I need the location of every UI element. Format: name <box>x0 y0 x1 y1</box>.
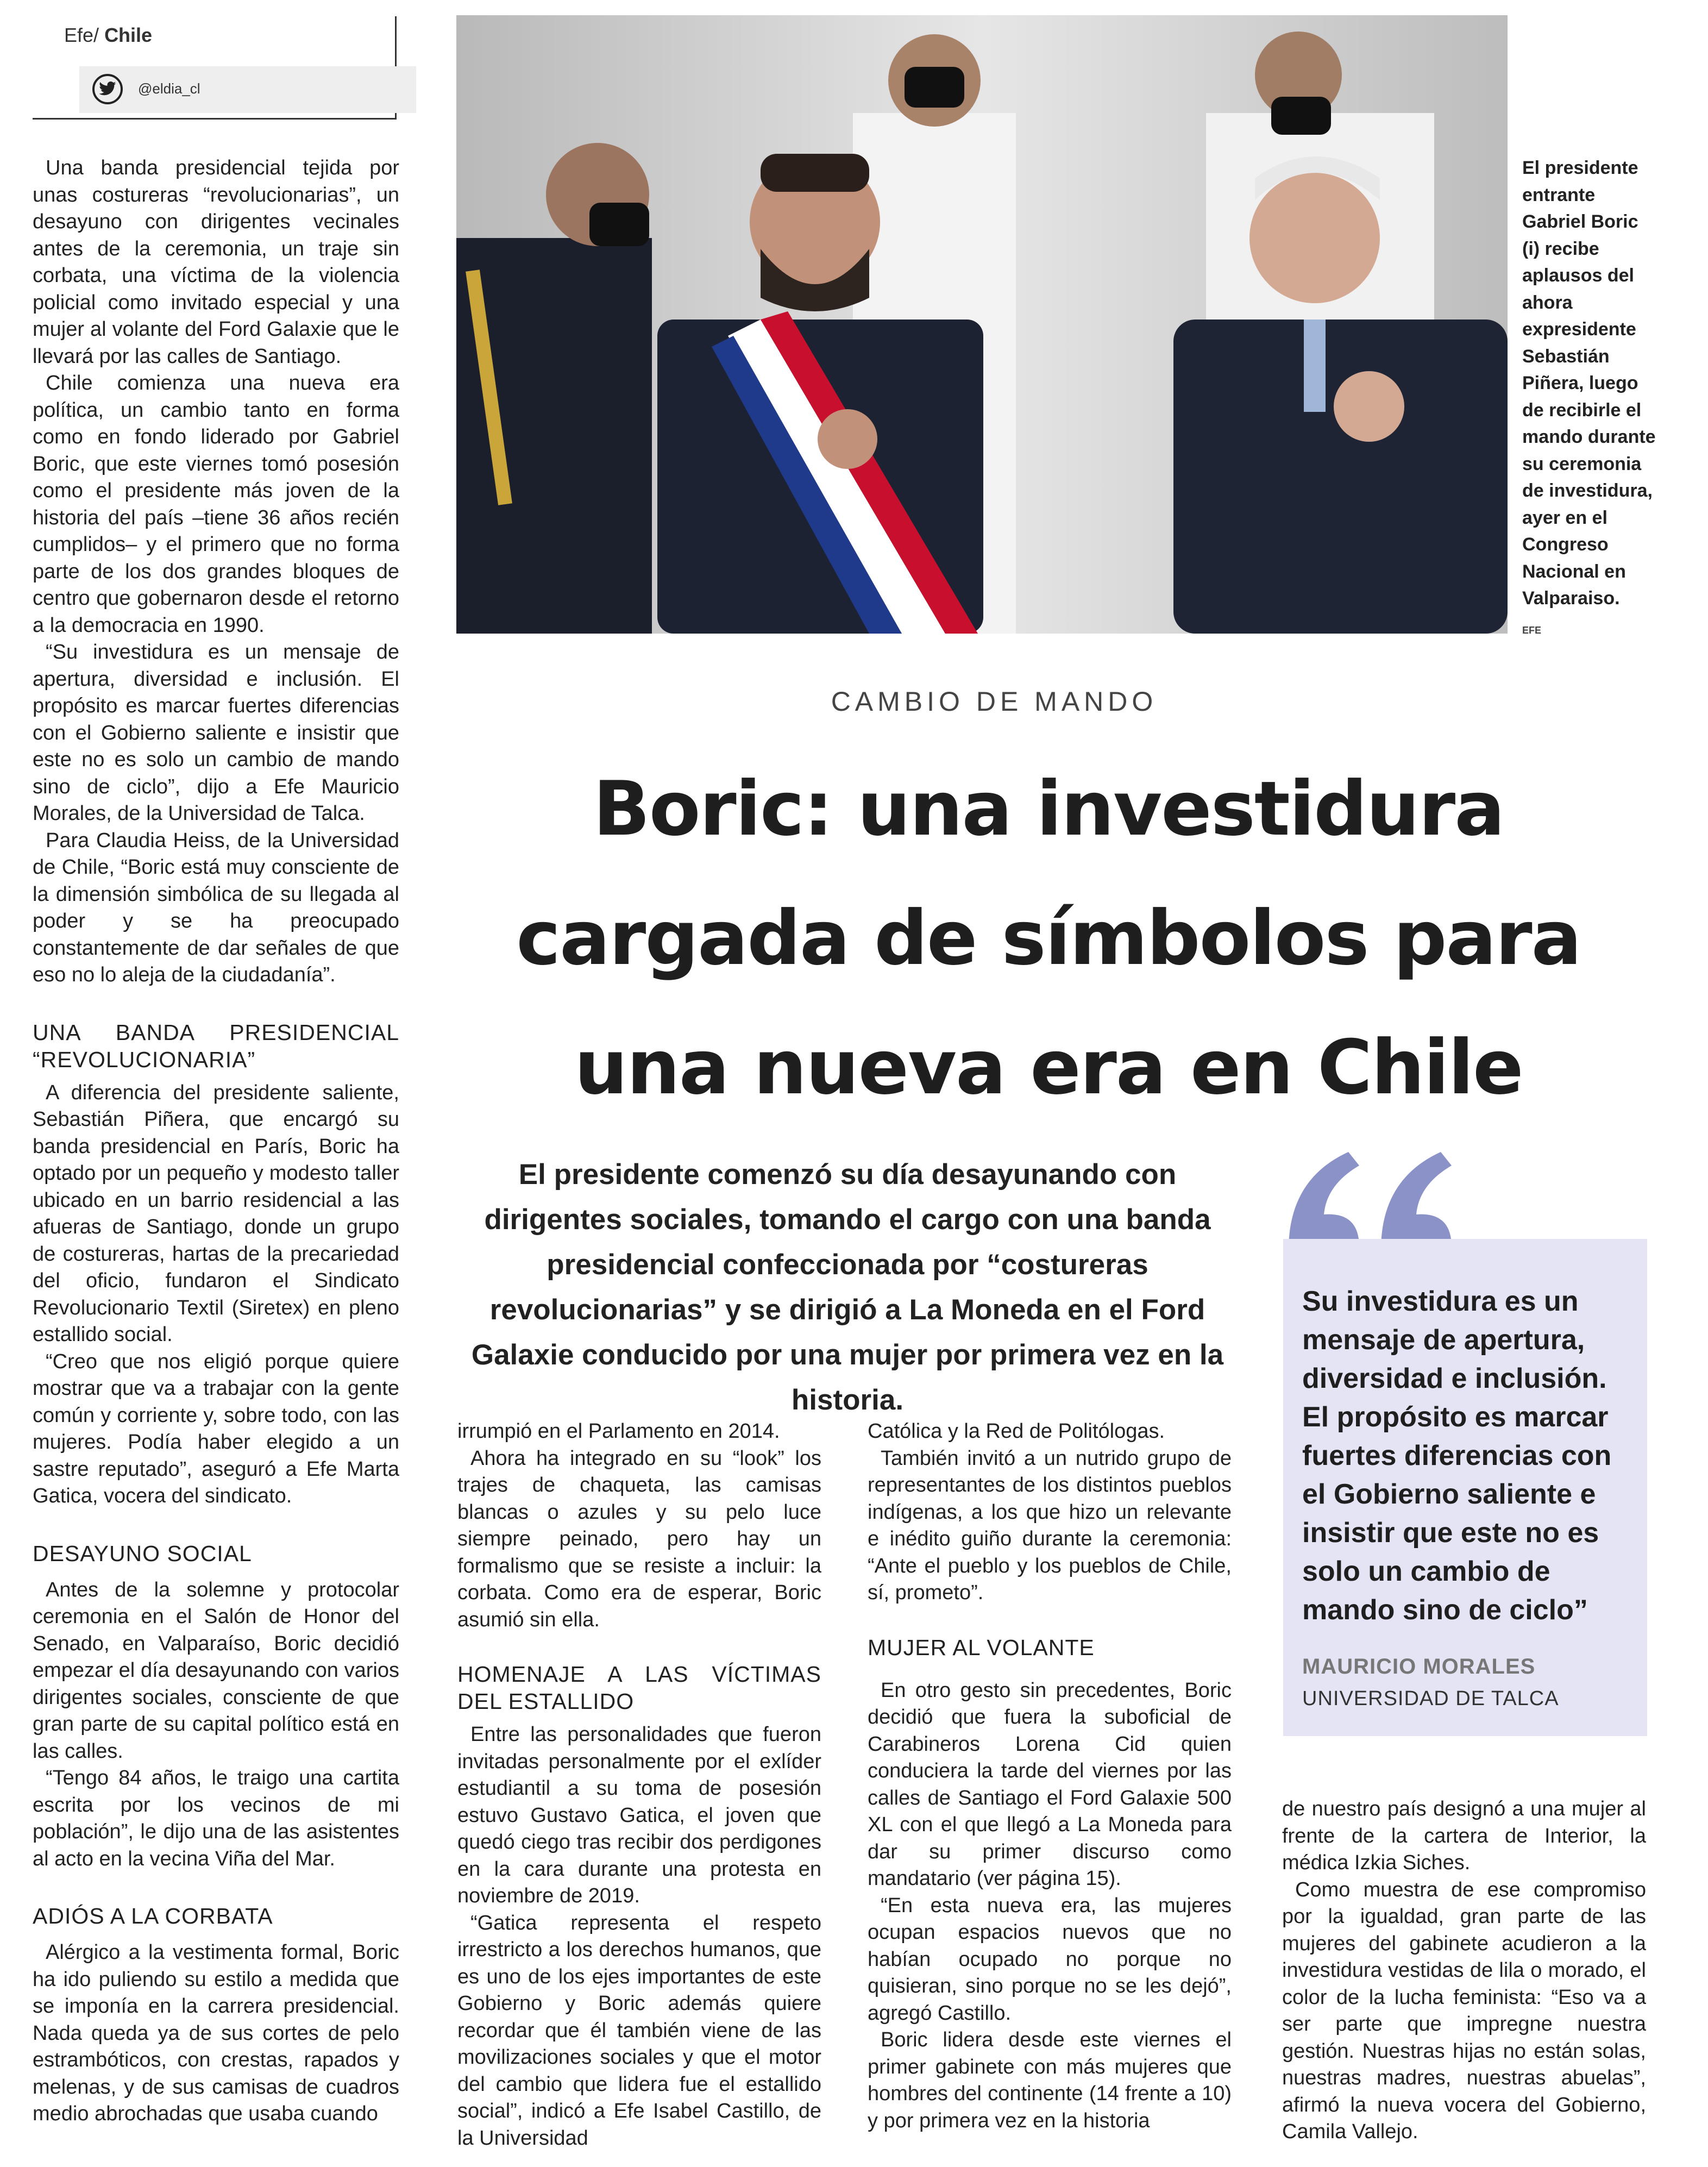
paragraph: Ahora ha integrado en su “look” los trajes de chaqueta, las camisas blancas o azules y su pelo luce siempre peinado, pero hay un formalismo que se resiste a incluir: la corbata. Como era de esperar, Boric asumió sin ella. <box>457 1446 821 1631</box>
paragraph: “Su investidura es un mensaje de apertura, diversidad e inclusión. El propósito es marcar fuertes diferencias con el Gobierno saliente e insistir que este no es solo un cambio de mando sino de ciclo”, dijo a Efe Mauricio Morales, de la Universidad de Talca. <box>33 641 399 825</box>
paragraph: Para Claudia Heiss, de la Universidad de Chile, “Boric está muy consciente de la dimensión simbólica de su llegada al poder y se ha preocupado constantemente de dar señales de que eso no lo aleja de la ciudadanía”. <box>33 829 399 986</box>
paragraph: irrumpió en el Parlamento en 2014. <box>457 1420 780 1443</box>
paragraph: También invitó a un nutrido grupo de representantes de los distintos pueblos indígenas, a los que hizo un relevante e inédito guiño durante la ceremonia: “Ante el pueblo y los pueblos de Chile, sí, prometo”. <box>868 1446 1232 1604</box>
paragraph: En otro gesto sin precedentes, Boric decidió que fuera la suboficial de Carabineros Lorena Cid quien conduciera la tarde del viernes por las calles de Santiago el Ford Galaxie 500 XL con el que llegó a La Moneda para dar su primer discurso como mandatario (ver página 15). <box>868 1679 1232 1890</box>
column-2 <box>457 1418 821 2152</box>
paragraph: Antes de la solemne y protocolar ceremonia en el Salón de Honor del Senado, en Valparaíso, Boric decidió empezar el día desayunando con varios dirigentes sociales, consciente de que gran parte de su capital político está en las calles. <box>33 1578 399 1763</box>
paragraph: Católica y la Red de Politólogas. <box>868 1420 1165 1443</box>
left-column <box>33 155 399 2128</box>
section-kicker: CAMBIO DE MANDO <box>831 686 1158 717</box>
subhead: MUJER AL VOLANTE <box>868 1634 1095 1660</box>
byline-section: Chile <box>104 24 153 46</box>
photo-caption: El presidente entrante Gabriel Boric (i) recibe aplausos del ahora expresidente Sebastián Piñera, luego de recibirle el mando durante su ceremonia de investidura, ayer en el Congreso Nacional en Valparaiso. <box>1522 158 1656 609</box>
paragraph: Una banda presidencial tejida por unas costureras “revolucionarias”, un desayuno con dirigentes vecinales antes de la ceremonia, un traje sin corbata, una víctima de la violencia policial como invitado especial y una mujer al volante del Ford Galaxie que le llevará por las calles de Santiago. <box>33 156 399 368</box>
column-4 <box>1282 1796 1646 2146</box>
photo-illustration <box>456 15 1508 634</box>
photo-credit: EFE <box>1522 625 1542 636</box>
paragraph: Chile comienza una nueva era política, un cambio tanto en forma como en fondo liderado por Gabriel Boric, que este viernes tomó posesión como el presidente más joven de la historia del país –tiene 36 años recién cumplidos– y el primero que no forma parte de los dos grandes bloques de centro que gobernaron desde el retorno a la democracia en 1990. <box>33 372 399 637</box>
twitter-handle[interactable]: @eldia_cl <box>138 80 200 97</box>
pull-quote-affiliation: UNIVERSIDAD DE TALCA <box>1302 1687 1559 1710</box>
paragraph: “Tengo 84 años, le traigo una cartita escrita por los vecinos de mi población”, le dijo una de las asistentes al acto en la vecina Viña del Mar. <box>33 1767 399 1870</box>
paragraph: A diferencia del presidente saliente, Sebastián Piñera, que encargó su banda presidencial en París, Boric ha optado por un pequeño y modesto taller ubicado en un barrio residencial a las afueras de Santiago, donde un grupo de costureras, hartas de la precariedad del oficio, fundaron el Sindicato Revolucionario Textil (Siretex) en pleno estallido social. <box>33 1081 399 1346</box>
pull-quote-author: MAURICIO MORALES <box>1302 1655 1536 1679</box>
pull-quote <box>1283 1239 1647 1736</box>
paragraph: “Gatica representa el respeto irrestricto a los derechos humanos, que es uno de los ejes importantes de este Gobierno y Boric además quiere recordar que él también viene de las movilizaciones sociales y que el motor del cambio que lidera fue el estallido social”, indicó a Efe Isabel Castillo, de la Universidad <box>457 1911 821 2150</box>
column-3 <box>868 1418 1232 2134</box>
paragraph: Como muestra de ese compromiso por la igualdad, gran parte de las mujeres del gabinete acudieron a la investidura vestidas de lila o morado, el color de la lucha feminista: “Eso va a ser parte que impregne nuestra gestión. Nuestras hijas no están solas, nuestras madres, nuestras abuelas”, afirmó la nueva vocera del Gobierno, Camila Vallejo. <box>1282 1878 1646 2143</box>
paragraph: Entre las personalidades que fueron invitadas personalmente por el exlíder estudiantil a su toma de posesión estuvo Gustavo Gatica, el joven que quedó ciego tras recibir dos perdigones en la cara durante una protesta en noviembre de 2019. <box>457 1723 821 1907</box>
paragraph: de nuestro país designó a una mujer al frente de la cartera de Interior, la médica Izkia Siches. <box>1282 1798 1646 1874</box>
paragraph: Alérgico a la vestimenta formal, Boric ha ido puliendo su estilo a medida que se imponía en la carrera presidencial. Nada queda ya de sus cortes de pelo estrambóticos, con crestas, rapados y melenas, y de sus camisas de cuadros medio abrochadas que usaba cuando <box>33 1941 399 2125</box>
pull-quote-text: Su investidura es un mensaje de apertura, diversidad e inclusión. El propósito es marcar fuertes diferencias con el Gobierno saliente e insistir que este no es solo un cambio de mando sino de ciclo” <box>1302 1286 1612 1626</box>
byline-agency: Efe/ Chile <box>64 24 153 46</box>
paragraph: “En esta nueva era, las mujeres ocupan espacios nuevos que no habían ocupado no porque no quisieran, sino porque no se les dejó”, agregó Castillo. <box>868 1894 1232 2025</box>
paragraph: “Creo que nos eligió porque quiere mostrar que va a trabajar con la gente común y corriente y, sobre todo, con las mujeres. Podía haber elegido a un sastre reputado”, aseguró a Efe Marta Gatica, vocera del sindicato. <box>33 1350 399 1507</box>
subhead: DESAYUNO SOCIAL <box>33 1540 252 1566</box>
twitter-handle-bar[interactable] <box>79 66 416 113</box>
paragraph: Boric lidera desde este viernes el primer gabinete con más mujeres que hombres del continente (14 frente a 10) y por primera vez en la historia <box>868 2028 1232 2132</box>
byline-box <box>33 16 397 120</box>
subhead: HOMENAJE A LAS VÍCTIMAS DEL ESTALLIDO <box>457 1662 821 1714</box>
subhead: UNA BANDA PRESIDENCIAL “REVOLUCIONARIA” <box>33 1019 399 1072</box>
deck-summary: El presidente comenzó su día desayunando con dirigentes sociales, tomando el cargo con una banda presidencial confeccionada por “costureras revolucionarias” y se dirigió a La Moneda en el Ford Galaxie conducido por una mujer por primera vez en la historia. <box>471 1158 1224 1416</box>
headline: Boric: una investidura cargada de símbolos para una nueva era en Chile <box>516 765 1581 1111</box>
twitter-icon <box>92 74 123 104</box>
ceremony-photo <box>456 15 1508 634</box>
subhead: ADIÓS A LA CORBATA <box>33 1903 273 1928</box>
